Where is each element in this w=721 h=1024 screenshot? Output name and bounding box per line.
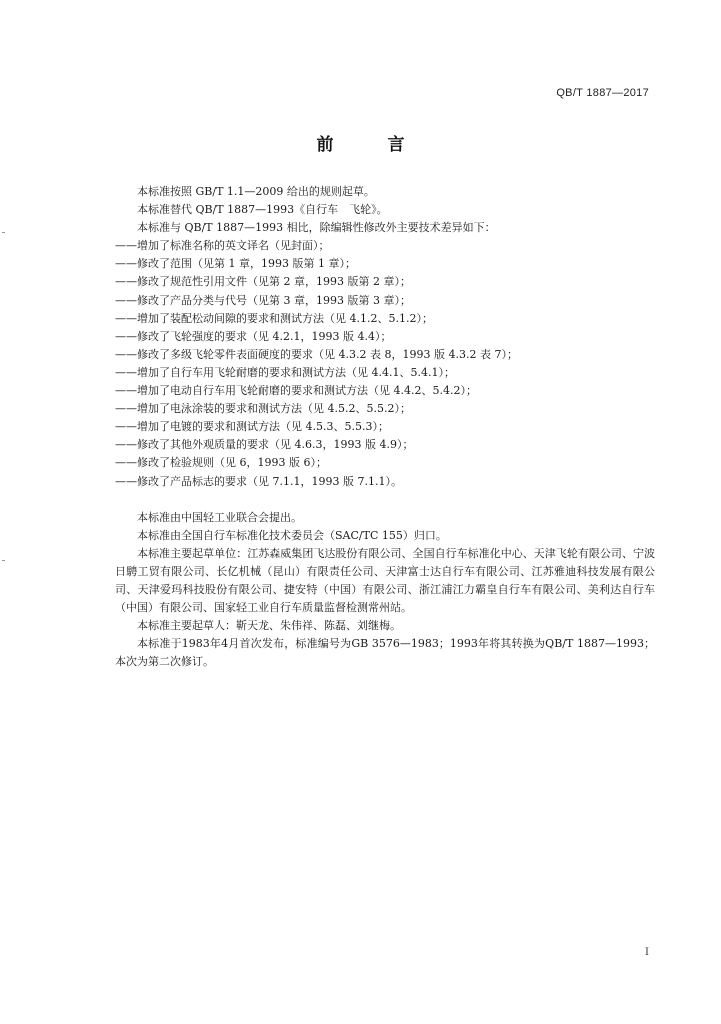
change-item: ——增加了电动自行车用飞轮耐磨的要求和测试方法（见 4.4.2、5.4.2）； [115, 384, 477, 398]
change-item: ——修改了产品标志的要求（见 7.1.1，1993 版 7.1.1）。 [115, 474, 402, 488]
change-item: ——修改了规范性引用文件（见第 2 章，1993 版第 2 章）； [115, 275, 411, 289]
standard-code: QB/T 1887—2017 [556, 87, 649, 99]
margin-mark-bottom [2, 560, 5, 561]
change-item: ——增加了标准名称的英文译名（见封面）； [115, 239, 330, 253]
change-item: ——增加了装配松动间隙的要求和测试方法（见 4.1.2、5.1.2）； [115, 311, 433, 325]
history-paragraph: 本标准于1983年4月首次发布，标准编号为GB 3576—1983；1993年将其转换为QB/T 1887—1993；本次为第二次修订。 [115, 637, 655, 669]
spacer [115, 491, 655, 509]
intro-paragraph: 本标准替代 QB/T 1887—1993《自行车 飞轮》。 [137, 203, 388, 217]
margin-mark-top [2, 232, 5, 233]
change-item: ——增加了电镀的要求和测试方法（见 4.5.3、5.5.3）； [115, 420, 389, 434]
change-item: ——增加了电泳涂装的要求和测试方法（见 4.5.2、5.5.2）； [115, 402, 411, 416]
page-number: I [645, 947, 649, 958]
drafters-paragraph: 本标准主要起草人：靳天龙、朱伟祥、陈磊、刘继梅。 [137, 619, 401, 633]
change-item: ——修改了飞轮强度的要求（见 4.2.1，1993 版 4.4）； [115, 329, 392, 343]
change-item: ——修改了多级飞轮零件表面硬度的要求（见 4.3.2 表 8，1993 版 4.3.2 表 7）； [115, 347, 518, 361]
change-item: ——修改了检验规则（见 6，1993 版 6）； [115, 456, 327, 470]
closing-paragraph: 本标准由全国自行车标准化技术委员会（SAC/TC 155）归口。 [137, 528, 447, 542]
change-item: ——修改了产品分类与代号（见第 3 章，1993 版第 3 章）； [115, 293, 411, 307]
intro-paragraph: 本标准按照 GB/T 1.1—2009 给出的规则起草。 [137, 185, 375, 198]
page-title: 前 言 [316, 135, 429, 155]
closing-paragraph: 本标准由中国轻工业联合会提出。 [137, 510, 302, 524]
foreword-body [115, 183, 655, 671]
drafting-units-paragraph: 本标准主要起草单位：江苏森威集团飞达股份有限公司、全国自行车标准化中心、天津飞轮有限公司、宁波日騁工贸有限公司、长亿机械（昆山）有限责任公司、天津富士达自行车有限公司、江苏雅迪科技发展有限公司、天津爱玛科技股份有限公司、捷安特（中国）有限公司、浙江浦江力霸皇自行车有限公司、美利达自行车（中国）有限公司、国家轻工业自行车质量监督检测常州站。 [115, 546, 655, 615]
change-item: ——增加了自行车用飞轮耐磨的要求和测试方法（见 4.4.1、5.4.1）； [115, 365, 455, 379]
intro-paragraph: 本标准与 QB/T 1887—1993 相比，除编辑性修改外主要技术差异如下： [137, 221, 496, 235]
change-item: ——修改了其他外观质量的要求（见 4.6.3，1993 版 4.9）； [115, 438, 414, 452]
change-item: ——修改了范围（见第 1 章，1993 版第 1 章）； [115, 257, 356, 271]
